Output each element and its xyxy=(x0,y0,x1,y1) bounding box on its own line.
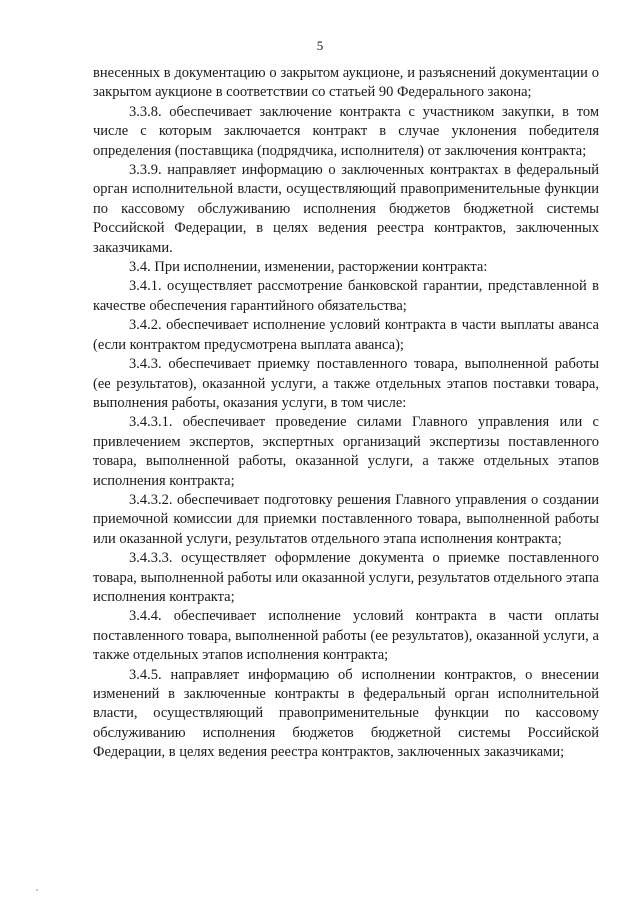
paragraph-3-4-3-3: 3.4.3.3. осуществляет оформление документа о приемке поставленного товара, выполненной работы или оказанной услуги, результатов отдельного этапа исполнения контракта; xyxy=(93,550,599,605)
document-body xyxy=(93,64,599,763)
page-number: 5 xyxy=(316,38,324,53)
paragraph-3-4-3: 3.4.3. обеспечивает приемку поставленного товара, выполненной работы (ее результатов), оказанной услуги, а также отдельных этапов поставки товара, выполнения работы, оказания услуги, в том числе: xyxy=(93,356,599,411)
paragraph-continuation: внесенных в документацию о закрытом аукционе, и разъяснений документации о закрытом аукционе в соответствии со статьей 90 Федерального закона; xyxy=(93,65,599,101)
paragraph-3-4-4: 3.4.4. обеспечивает исполнение условий контракта в части оплаты поставленного товара, выполненной работы (ее результатов), оказанной услуги, а также отдельных этапов исполнения контракта; xyxy=(93,608,599,664)
paragraph-3-4-3-1: 3.4.3.1. обеспечивает проведение силами Главного управления или с привлечением экспертов, экспертных организаций экспертизы поставленного товара, выполненной работы, оказанной услуги, а также отдельных этапов исполнения контракта; xyxy=(93,414,599,489)
paragraph-3-4-1: 3.4.1. осуществляет рассмотрение банковской гарантии, представленной в качестве обеспечения гарантийного обязательства; xyxy=(93,278,599,314)
paragraph-3-3-9: 3.3.9. направляет информацию о заключенных контрактах в федеральный орган исполнительной власти, осуществляющий правоприменительные функции по кассовому обслуживанию исполнения бюджетов бюджетной системы Российской Федерации, в целях ведения реестра контрактов, заключенных заказчиками. xyxy=(93,162,599,256)
paragraph-3-4-5: 3.4.5. направляет информацию об исполнении контрактов, о внесении изменений в заключенные контракты в федеральный орган исполнительной власти, осуществляющий правоприменительные функции по кассовому обслуживанию исполнения бюджетов бюджетной системы Российской Федерации, в целях ведения реестра контрактов, заключенных заказчиками; xyxy=(93,666,599,761)
scan-speck xyxy=(36,889,38,891)
paragraph-3-4-3-2: 3.4.3.2. обеспечивает подготовку решения Главного управления о создании приемочной комиссии для приемки поставленного товара, выполненной работы или оказанной услуги, результатов отдельного этапа исполнения контракта; xyxy=(93,491,599,547)
paragraph-3-3-8: 3.3.8. обеспечивает заключение контракта с участником закупки, в том числе с которым заключается контракт в случае уклонения победителя определения (поставщика (подрядчика, исполнителя) от заключения контракта; xyxy=(93,103,599,159)
paragraph-3-4-2: 3.4.2. обеспечивает исполнение условий контракта в части выплаты аванса (если контрактом предусмотрена выплата аванса); xyxy=(93,317,599,353)
paragraph-3-4: 3.4. При исполнении, изменении, расторжении контракта: xyxy=(129,259,488,276)
